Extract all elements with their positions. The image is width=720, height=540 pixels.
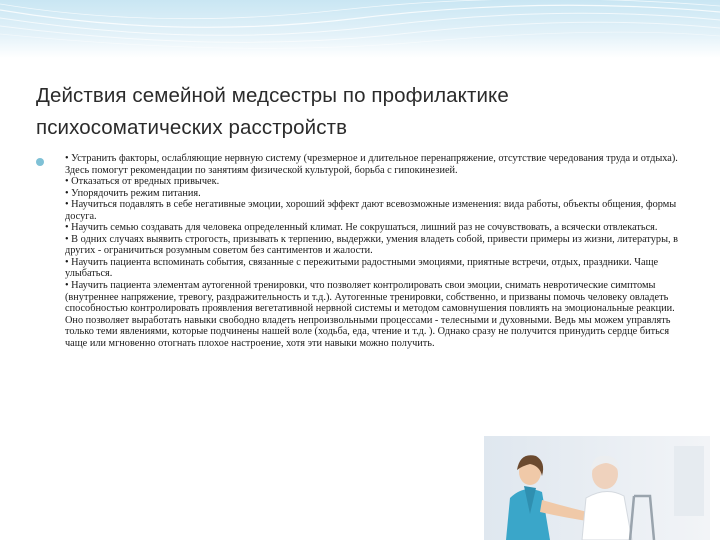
slide-title: Действия семейной медсестры по профилактике психосоматических расстройств [36,84,509,139]
nurse-with-elderly-patient-photo [484,436,710,540]
wave-pattern [0,0,720,58]
paragraph: • Научиться подавлять в себе негативные эмоции, хороший эффект дают всевозможные изменения: вида работы, объекты общения, формы досуга. [65,199,677,222]
slide-body-text [65,153,687,349]
paragraph: • Научить пациента элементам аутогенной тренировки, что позволяет контролировать свои эмоции, снимать невротические симптомы (внутреннее напряжение, тревогу, раздражительность и т.д.). Аутогенные тренировки, собственно, и призваны помочь человеку овладеть способностью контролировать проявления вегетативной нервной системы и методом самовнушения повлиять на эмоциональные реакции. Оно позволяет выработать навыки свободно владеть непроизвольными процессами - телесными и духовными. Ведь мы можем управлять только теми явлениями, которые подчинены нашей воле (ходьба, еда, чтение и т.д. ). Однако сразу не получится принудить сердце биться чаще или мгновенно отогнать плохое настроение, хотя эти навыки можно получить. [65,280,675,349]
paragraph: • Упорядочить режим питания. [65,187,201,199]
paragraph: • В одних случаях выявить строгость, призывать к терпению, выдержки, умения владеть собой, привести примеры из жизни, литературы, в других - ограничиться розумным советом без сантиментов и жалости. [65,233,678,257]
dot-bullet-icon [36,158,44,166]
paragraph: • Научить пациента вспоминать события, связанные с пережитыми радостными эмоциями, приятные встречи, отдых, праздники. Чаще улыбаться. [65,256,659,280]
paragraph: • Научить семью создавать для человека определенный климат. Не сокрушаться, лишний раз не сочувствовать, а всячески отвлекаться. [65,222,658,234]
decorative-header-band [0,0,720,58]
paragraph: • Отказаться от вредных привычек. [65,176,220,188]
paragraph: • Устранить факторы, ослабляющие нервную систему (чрезмерное и длительное перенапряжение, отсутствие чередования труда и отдыха). Здесь помогут рекомендации по занятиям физической культурой, борьба с гипокинезией. [65,153,678,176]
